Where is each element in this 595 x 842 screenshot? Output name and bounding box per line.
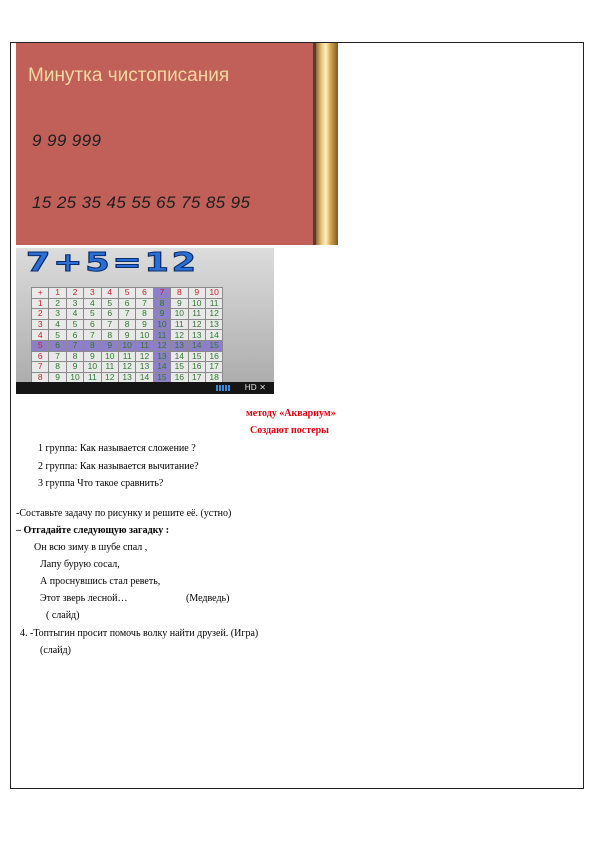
table-cell: 12	[136, 351, 153, 362]
riddle-line-3: А проснувшись стал реветь,	[40, 576, 161, 587]
table-cell: 6	[101, 309, 118, 320]
table-cell: 3	[66, 298, 83, 309]
table-cell: +	[32, 288, 49, 299]
table-cell: 12	[153, 340, 170, 351]
addition-table	[31, 287, 223, 394]
table-cell: 6	[118, 298, 135, 309]
table-cell: 5	[84, 309, 101, 320]
table-cell: 5	[118, 288, 135, 299]
table-cell: 13	[171, 340, 188, 351]
table-cell: 7	[101, 319, 118, 330]
table-cell: 8	[153, 298, 170, 309]
table-cell: 15	[188, 351, 205, 362]
table-cell: 9	[136, 319, 153, 330]
table-cell: 13	[205, 319, 222, 330]
slide-gold-border	[316, 43, 338, 245]
group-2-question: 2 группа: Как называется вычитание?	[38, 461, 199, 472]
table-row	[32, 298, 223, 309]
table-cell: 9	[101, 340, 118, 351]
table-cell: 10	[171, 309, 188, 320]
riddle-line-4: Этот зверь лесной…	[40, 593, 128, 604]
table-cell: 9	[153, 309, 170, 320]
table-cell: 11	[153, 330, 170, 341]
table-row	[32, 351, 223, 362]
table-cell: 1	[32, 298, 49, 309]
table-cell: 5	[49, 330, 66, 341]
table-cell: 5	[32, 340, 49, 351]
table-cell: 10	[153, 319, 170, 330]
table-cell: 11	[171, 319, 188, 330]
table-cell: 7	[66, 340, 83, 351]
table-cell: 7	[136, 298, 153, 309]
table-cell: 4	[84, 298, 101, 309]
table-cell: 2	[66, 288, 83, 299]
table-cell: 13	[136, 362, 153, 373]
table-cell: 13	[153, 351, 170, 362]
volume-level-icon[interactable]	[216, 385, 230, 391]
table-cell: 6	[136, 288, 153, 299]
table-cell: 1	[49, 288, 66, 299]
riddle-line-2: Лапу бурую сосал,	[40, 559, 120, 570]
slide-penmanship	[16, 43, 338, 245]
table-cell: 8	[32, 372, 49, 383]
slide-title: Минутка чистописания	[28, 65, 230, 86]
task-instruction: -Составьте задачу по рисунку и решите её. (устно)	[16, 508, 232, 519]
table-row	[32, 309, 223, 320]
table-cell: 6	[66, 330, 83, 341]
table-cell: 17	[188, 372, 205, 383]
table-cell: 12	[101, 372, 118, 383]
table-cell: 14	[153, 362, 170, 373]
slide-addition-table	[16, 248, 274, 394]
table-row	[32, 340, 223, 351]
table-cell: 8	[101, 330, 118, 341]
table-cell: 14	[205, 330, 222, 341]
table-cell: 4	[49, 319, 66, 330]
table-cell: 7	[32, 362, 49, 373]
riddle-answer: (Медведь)	[186, 593, 230, 604]
table-cell: 3	[49, 309, 66, 320]
table-cell: 14	[171, 351, 188, 362]
riddle-intro: – Отгадайте следующую загадку :	[16, 525, 170, 536]
table-cell: 10	[136, 330, 153, 341]
video-player-bar	[16, 382, 274, 394]
group-1-question: 1 группа: Как называется сложение ?	[38, 443, 196, 454]
table-cell: 10	[66, 372, 83, 383]
table-cell: 14	[188, 340, 205, 351]
table-cell: 8	[49, 362, 66, 373]
table-cell: 13	[188, 330, 205, 341]
table-cell: 4	[66, 309, 83, 320]
table-cell: 9	[66, 362, 83, 373]
table-cell: 2	[49, 298, 66, 309]
table-cell: 11	[84, 372, 101, 383]
table-cell: 10	[101, 351, 118, 362]
table-cell: 14	[136, 372, 153, 383]
table-cell: 10	[188, 298, 205, 309]
table-cell: 4	[32, 330, 49, 341]
table-cell: 9	[188, 288, 205, 299]
table-cell: 16	[205, 351, 222, 362]
table-cell: 9	[84, 351, 101, 362]
table-row	[32, 288, 223, 299]
table-cell: 4	[101, 288, 118, 299]
table-cell: 5	[101, 298, 118, 309]
table-cell: 6	[49, 340, 66, 351]
method-heading: методу «Аквариум»	[246, 408, 336, 419]
table-cell: 11	[188, 309, 205, 320]
table-cell: 8	[136, 309, 153, 320]
table-cell: 7	[118, 309, 135, 320]
table-cell: 11	[205, 298, 222, 309]
table-cell: 8	[171, 288, 188, 299]
table-cell: 16	[171, 372, 188, 383]
table-cell: 8	[66, 351, 83, 362]
table-cell: 3	[32, 319, 49, 330]
table-cell: 15	[171, 362, 188, 373]
table-cell: 8	[118, 319, 135, 330]
table-cell: 2	[32, 309, 49, 320]
table-cell: 7	[49, 351, 66, 362]
table-cell: 17	[205, 362, 222, 373]
table-cell: 10	[118, 340, 135, 351]
slide-note-1: ( слайд)	[46, 610, 80, 621]
number-row-2: 15 25 35 45 55 65 75 85 95	[32, 193, 251, 212]
table-cell: 9	[118, 330, 135, 341]
table-cell: 11	[136, 340, 153, 351]
table-row	[32, 319, 223, 330]
table-cell: 13	[118, 372, 135, 383]
table-cell: 15	[205, 340, 222, 351]
table-cell: 16	[188, 362, 205, 373]
table-cell: 11	[118, 351, 135, 362]
table-cell: 6	[32, 351, 49, 362]
number-row-1: 9 99 999	[32, 131, 102, 150]
table-cell: 12	[171, 330, 188, 341]
riddle-line-1: Он всю зиму в шубе спал ,	[34, 542, 148, 553]
table-cell: 18	[205, 372, 222, 383]
table-cell: 9	[171, 298, 188, 309]
table-cell: 15	[153, 372, 170, 383]
table-cell: 7	[153, 288, 170, 299]
table-cell: 11	[101, 362, 118, 373]
posters-heading: Создают постеры	[250, 425, 329, 436]
table-cell: 12	[118, 362, 135, 373]
table-cell: 3	[84, 288, 101, 299]
table-cell: 7	[84, 330, 101, 341]
table-cell: 9	[49, 372, 66, 383]
equation-heading: 7+5=12	[26, 248, 199, 278]
slide-note-2: (слайд)	[40, 645, 71, 656]
table-row	[32, 330, 223, 341]
table-cell: 12	[188, 319, 205, 330]
group-3-question: 3 группа Что такое сравнить?	[38, 478, 164, 489]
table-cell: 8	[84, 340, 101, 351]
table-cell: 6	[84, 319, 101, 330]
table-cell: 12	[205, 309, 222, 320]
hd-close-control[interactable]: HD ✕	[244, 383, 266, 392]
table-row	[32, 362, 223, 373]
item-4-game: 4. -Топтыгин просит помочь волку найти друзей. (Игра)	[20, 628, 259, 639]
table-cell: 5	[66, 319, 83, 330]
table-cell: 10	[205, 288, 222, 299]
table-cell: 10	[84, 362, 101, 373]
